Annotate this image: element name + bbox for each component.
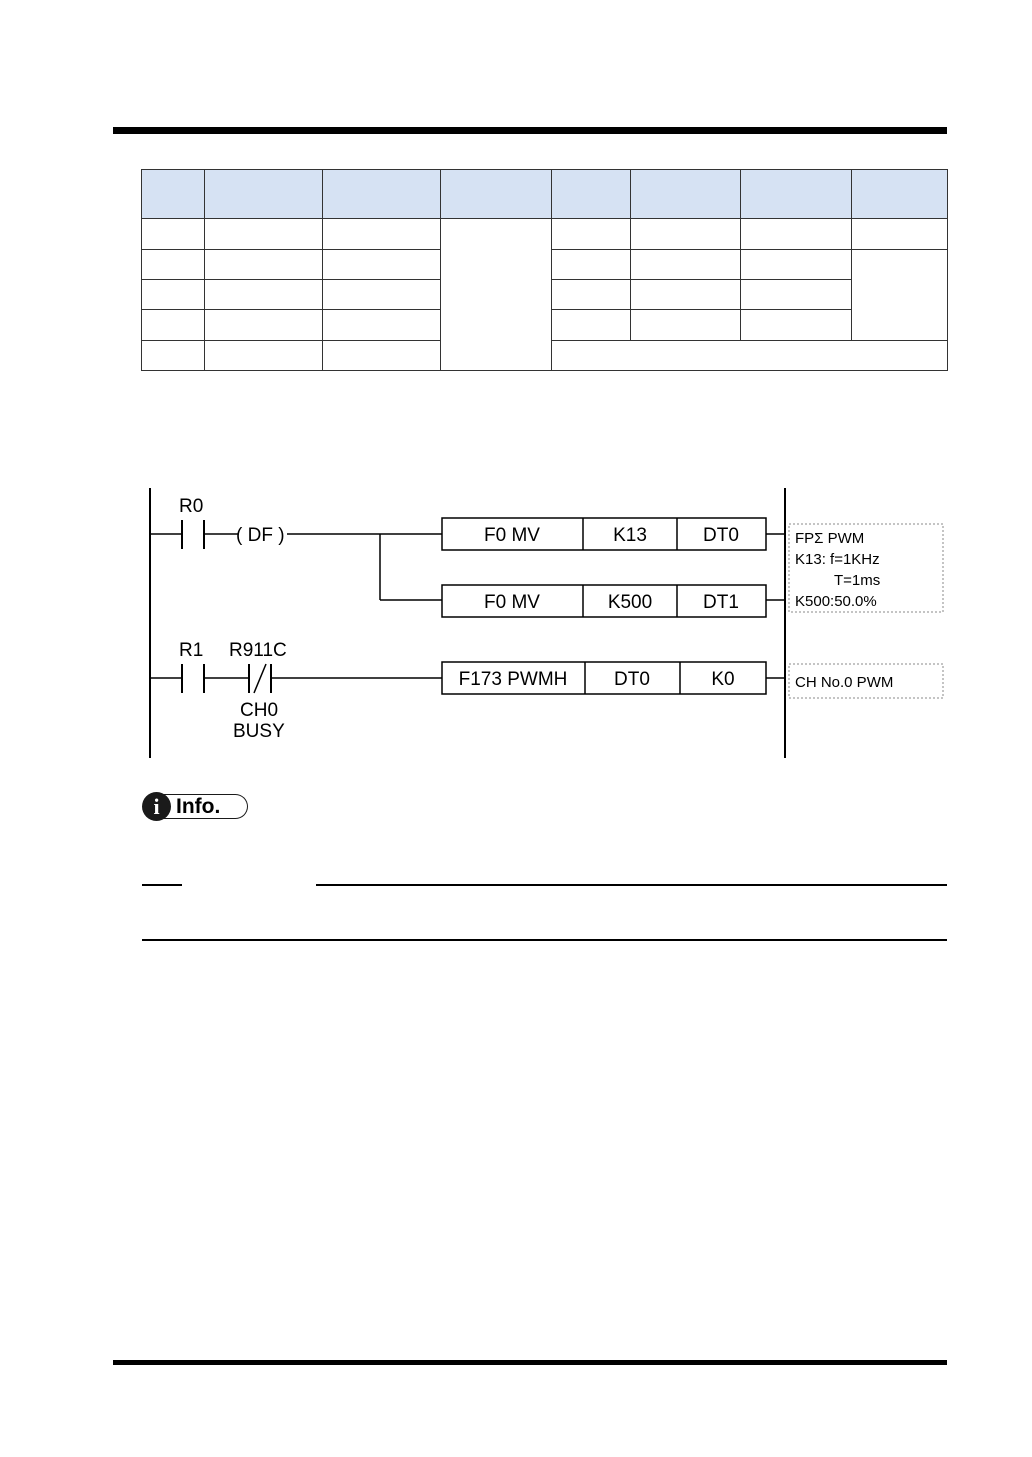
contact-label-r1: R1 bbox=[179, 640, 204, 661]
footer-rule bbox=[113, 1360, 947, 1365]
contact-label-r0: R0 bbox=[179, 496, 204, 517]
note-divider-bottom bbox=[142, 939, 947, 941]
df-instruction: ( DF ) bbox=[236, 525, 285, 546]
instruction-f173-pwmh bbox=[442, 662, 766, 694]
comment-line: T=1ms bbox=[834, 572, 881, 589]
note-divider-long bbox=[316, 884, 947, 886]
comment-line: FPΣ PWM bbox=[795, 530, 865, 547]
contact-r911c-nc bbox=[249, 664, 271, 693]
comment-line: K13: f=1KHz bbox=[795, 551, 880, 568]
comment-pwm-settings bbox=[789, 524, 943, 612]
comment-ch0-pwm bbox=[789, 664, 943, 698]
comment-line: CH No.0 PWM bbox=[795, 674, 894, 691]
instruction-operand: K500 bbox=[607, 592, 653, 613]
contact-note-ch0: CH0 bbox=[240, 700, 279, 721]
contact-note-busy: BUSY bbox=[233, 721, 285, 742]
contact-label-r911c: R911C bbox=[229, 640, 287, 661]
instruction-operand: DT0 bbox=[614, 669, 650, 690]
rung-1 bbox=[150, 496, 943, 617]
instruction-operand: DT1 bbox=[703, 592, 739, 613]
instruction-operand: K0 bbox=[711, 669, 735, 690]
instruction-operand: F0 MV bbox=[484, 592, 540, 613]
instruction-f0-mv-k13 bbox=[442, 518, 766, 550]
instruction-operand: F0 MV bbox=[484, 525, 540, 546]
rung-2 bbox=[150, 640, 943, 742]
info-badge bbox=[142, 792, 249, 821]
info-label: Info. bbox=[176, 795, 221, 818]
instruction-operand: F173 PWMH bbox=[458, 669, 568, 690]
instruction-f0-mv-k500 bbox=[442, 585, 766, 617]
info-icon: i bbox=[142, 792, 171, 821]
instruction-operand: K13 bbox=[613, 525, 647, 546]
note-divider-short bbox=[142, 884, 182, 886]
comment-line: K500:50.0% bbox=[795, 593, 877, 610]
instruction-operand: DT0 bbox=[703, 525, 739, 546]
